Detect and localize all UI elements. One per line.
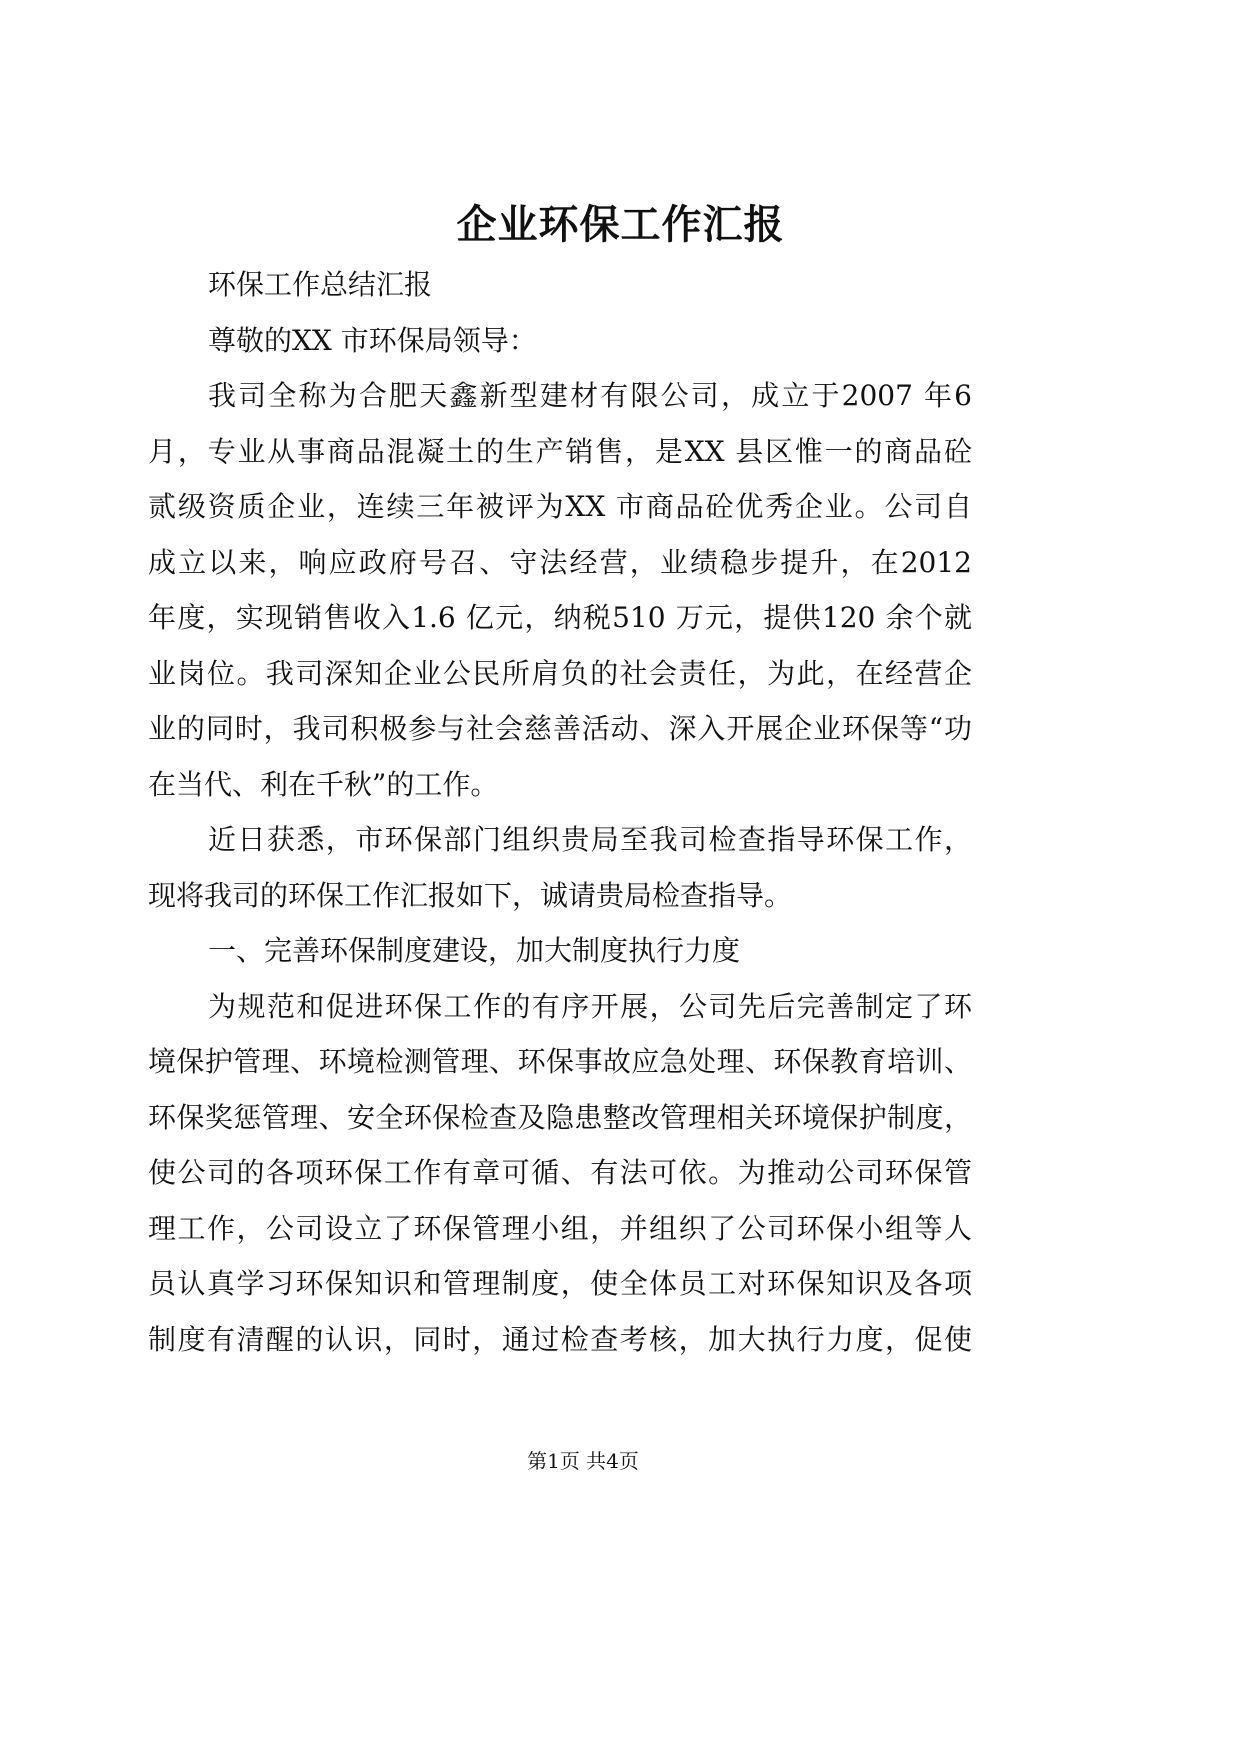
text-line: 现将我司的环保工作汇报如下，诚请贵局检查指导。 — [148, 878, 793, 912]
text-line: 业岗位。我司深知企业公民所肩负的社会责任，为此，在经营企 — [148, 656, 972, 690]
text-line: 环保奖惩管理、安全环保检查及隐患整改管理相关环境保护制度， — [148, 1100, 972, 1134]
text-line: 业的同时，我司积极参与社会慈善活动、深入开展企业环保等“功 — [148, 712, 972, 745]
text-line: 一、完善环保制度建设，加大制度执行力度 — [208, 934, 741, 967]
paragraph — [148, 812, 972, 923]
text-line: 在当代、利在千秋”的工作。 — [148, 767, 499, 801]
text-line: 成立以来，响应政府号召、守法经营，业绩稳步提升，在2012 — [148, 545, 972, 579]
text-line: 我司全称为合肥天鑫新型建材有限公司，成立于2007 年6 — [208, 379, 972, 412]
text-line: 理工作，公司设立了环保管理小组，并组织了公司环保小组等人 — [148, 1211, 972, 1245]
paragraph — [148, 313, 972, 369]
text-line: 环保工作总结汇报 — [208, 268, 433, 301]
page-footer: 第1页 共4页 — [527, 1449, 639, 1473]
paragraph — [148, 979, 972, 1368]
text-line: 制度有清醒的认识，同时，通过检查考核，加大执行力度，促使 — [148, 1322, 972, 1356]
text-line: 为规范和促进环保工作的有序开展，公司先后完善制定了环 — [208, 989, 972, 1023]
text-line: 尊敬的XX 市环保局领导： — [208, 323, 537, 357]
document-title: 企业环保工作汇报 — [456, 201, 785, 248]
paragraph — [148, 257, 972, 313]
text-line: 贰级资质企业，连续三年被评为XX 市商品砼优秀企业。公司自 — [148, 490, 972, 523]
paragraph — [148, 923, 972, 979]
text-line: 使公司的各项环保工作有章可循、有法可依。为推动公司环保管 — [148, 1156, 972, 1189]
text-line: 年度，实现销售收入1.6 亿元，纳税510 万元，提供120 余个就 — [148, 601, 972, 634]
text-line: 境保护管理、环境检测管理、环保事故应急处理、环保教育培训、 — [148, 1045, 972, 1078]
text-line: 月，专业从事商品混凝土的生产销售，是XX 县区惟一的商品砼 — [148, 434, 972, 468]
document-body — [148, 257, 972, 1367]
text-line: 近日获悉，市环保部门组织贵局至我司检查指导环保工作， — [208, 823, 972, 856]
text-line: 员认真学习环保知识和管理制度，使全体员工对环保知识及各项 — [148, 1267, 972, 1300]
paragraph — [148, 368, 972, 812]
